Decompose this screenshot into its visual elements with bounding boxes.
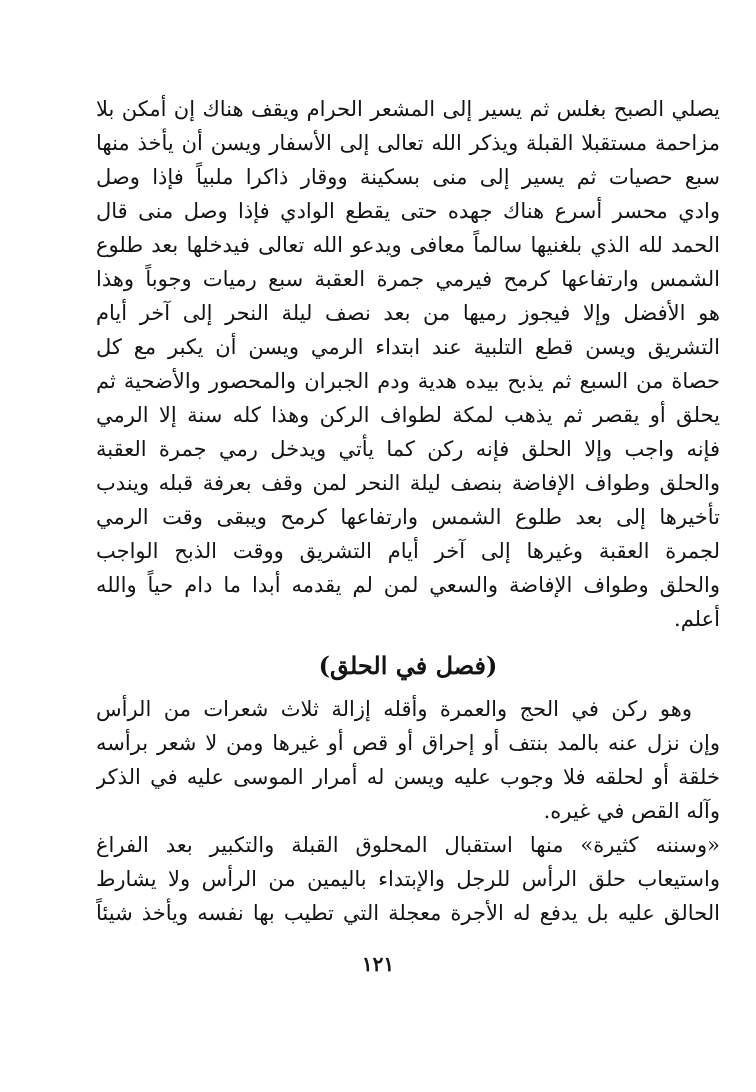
- text-line: مزاحمة مستقبلا القبلة ويذكر الله تعالى إلى الأسفار ويسن أن يأخذ منها: [96, 131, 720, 155]
- text-line: التشريق ويسن قطع التلبية عند ابتداء الرمي ويسن أن يكبر مع كل: [96, 335, 720, 359]
- text-line: وإن نزل عنه بالمد بنتف أو إحراق أو قص أو غيرها ومن لا شعر برأسه: [96, 731, 720, 755]
- text-line: فإنه واجب وإلا الحلق فإنه ركن كما يأتي ويدخل رمي جمرة العقبة: [96, 437, 720, 461]
- text-line: وهو ركن في الحج والعمرة وأقله إزالة ثلاث شعرات من الرأس: [96, 697, 692, 721]
- text-line: «وسننه كثيرة» منها استقبال المحلوق القبلة والتكبير بعد الفراغ: [96, 833, 720, 857]
- document-page: [96, 92, 720, 930]
- text-line: يصلي الصبح بغلس ثم يسير إلى المشعر الحرام ويقف هناك إن أمكن بلا: [96, 97, 720, 121]
- paragraph-hajj-rites: [96, 92, 720, 636]
- text-line: يحلق أو يقصر ثم يذهب لمكة لطواف الركن وهذا كله سنة إلا الرمي: [96, 403, 720, 427]
- text-line: وادي محسر أسرع هناك جهده حتى يقطع الوادي فإذا وصل منى قال: [96, 199, 720, 223]
- paragraph-shaving-definition: [96, 692, 720, 828]
- page-number: ١٢١: [361, 952, 395, 976]
- text-line: سبع حصيات ثم يسير إلى منى بسكينة ووقار ذاكرا ملبياً فإذا وصل: [96, 165, 720, 189]
- text-line: والحلق وطواف الإفاضة بنصف ليلة النحر لمن وقف بعرفة قبله ويندب: [96, 471, 720, 495]
- text-line: هو الأفضل وإلا فيجوز رميها من بعد نصف ليلة النحر إلى آخر أيام: [96, 301, 720, 325]
- text-line: الحالق عليه بل يدفع له الأجرة معجلة التي تطيب بها نفسه ويأخذ شيئاً: [96, 901, 720, 925]
- paragraph-shaving-sunnahs: [96, 828, 720, 930]
- text-line: خلقة أو لحلقه فلا وجوب عليه ويسن له أمرار الموسى عليه في الذكر: [96, 765, 720, 789]
- text-line: حصاة من السبع ثم يذبح بيده هدية ودم الجبران والمحصور والأضحية ثم: [96, 369, 720, 393]
- text-line: وآله القص في غيره.: [543, 799, 720, 823]
- text-line: لجمرة العقبة وغيرها إلى آخر أيام التشريق ووقت الذبح الواجب: [96, 539, 720, 563]
- text-line: تأخيرها إلى بعد طلوع الشمس وارتفاعها كرمح ويبقى وقت الرمي: [96, 505, 720, 529]
- text-line: واستيعاب حلق الرأس للرجل والإبتداء باليمين من الرأس ولا يشارط: [96, 867, 720, 891]
- text-line: الحمد لله الذي بلغنيها سالماً معافى ويدعو الله تعالى فيدخلها بعد طلوع: [96, 233, 720, 257]
- text-line: أعلم.: [674, 607, 720, 631]
- text-line: الشمس وارتفاعها كرمح فيرمي جمرة العقبة سبع رميات وجوباً وهذا: [96, 267, 720, 291]
- section-heading: (فصل في الحلق): [318, 651, 498, 680]
- text-line: والحلق وطواف الإفاضة والسعي لمن لم يقدمه أبدا ما دام حياً والله: [96, 573, 720, 597]
